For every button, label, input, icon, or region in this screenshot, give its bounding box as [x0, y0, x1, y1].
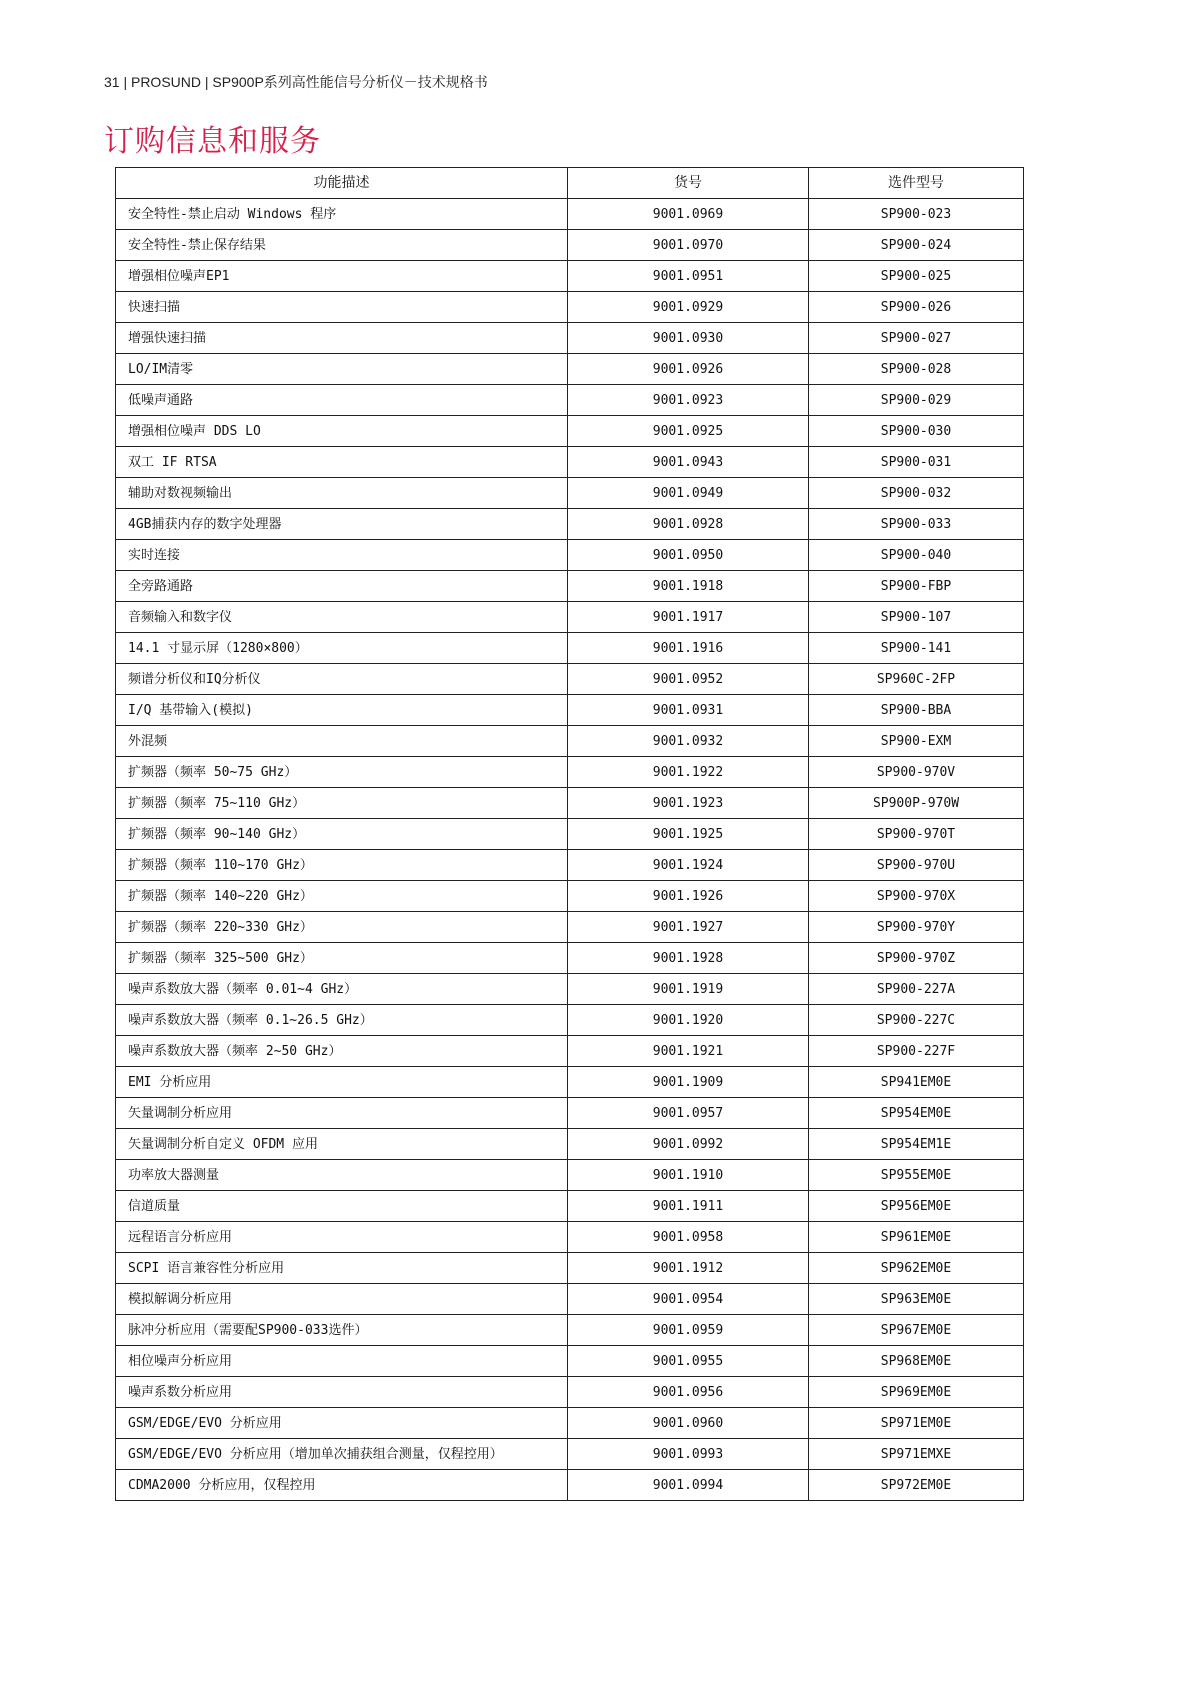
table-row	[116, 478, 1024, 509]
part-number-cell: 9001.1925	[568, 819, 809, 850]
option-model-cell: SP900-970Y	[809, 912, 1024, 943]
description-cell: 扩频器（频率 110~170 GHz）	[116, 850, 568, 881]
table-row	[116, 819, 1024, 850]
table-row	[116, 1377, 1024, 1408]
part-number-cell: 9001.1924	[568, 850, 809, 881]
description-cell: 全旁路通路	[116, 571, 568, 602]
part-number-cell: 9001.0958	[568, 1222, 809, 1253]
column-header-option-model: 选件型号	[809, 168, 1024, 199]
column-header-part-number: 货号	[568, 168, 809, 199]
description-cell: 4GB捕获内存的数字处理器	[116, 509, 568, 540]
description-cell: 扩频器（频率 140~220 GHz）	[116, 881, 568, 912]
option-model-cell: SP954EM1E	[809, 1129, 1024, 1160]
option-model-cell: SP900-970Z	[809, 943, 1024, 974]
option-model-cell: SP971EMXE	[809, 1439, 1024, 1470]
option-model-cell: SP900-227F	[809, 1036, 1024, 1067]
table-row	[116, 881, 1024, 912]
option-model-cell: SP963EM0E	[809, 1284, 1024, 1315]
table-row	[116, 416, 1024, 447]
option-model-cell: SP900-EXM	[809, 726, 1024, 757]
part-number-cell: 9001.1923	[568, 788, 809, 819]
table-row	[116, 1346, 1024, 1377]
description-cell: 14.1 寸显示屏（1280×800）	[116, 633, 568, 664]
table-row	[116, 509, 1024, 540]
description-cell: 噪声系数放大器（频率 2~50 GHz）	[116, 1036, 568, 1067]
option-model-cell: SP962EM0E	[809, 1253, 1024, 1284]
description-cell: 模拟解调分析应用	[116, 1284, 568, 1315]
part-number-cell: 9001.0928	[568, 509, 809, 540]
table-row	[116, 385, 1024, 416]
part-number-cell: 9001.0926	[568, 354, 809, 385]
part-number-cell: 9001.1912	[568, 1253, 809, 1284]
description-cell: 脉冲分析应用（需要配SP900-033选件）	[116, 1315, 568, 1346]
table-row	[116, 1098, 1024, 1129]
option-model-cell: SP941EM0E	[809, 1067, 1024, 1098]
table-row	[116, 1067, 1024, 1098]
part-number-cell: 9001.1911	[568, 1191, 809, 1222]
part-number-cell: 9001.0969	[568, 199, 809, 230]
part-number-cell: 9001.1917	[568, 602, 809, 633]
option-model-cell: SP900-029	[809, 385, 1024, 416]
table-row	[116, 912, 1024, 943]
part-number-cell: 9001.1920	[568, 1005, 809, 1036]
description-cell: 音频输入和数字仪	[116, 602, 568, 633]
option-model-cell: SP900-970U	[809, 850, 1024, 881]
part-number-cell: 9001.0950	[568, 540, 809, 571]
description-cell: I/Q 基带输入(模拟)	[116, 695, 568, 726]
part-number-cell: 9001.0992	[568, 1129, 809, 1160]
table-row	[116, 633, 1024, 664]
table-row	[116, 1439, 1024, 1470]
table-row	[116, 1253, 1024, 1284]
option-model-cell: SP972EM0E	[809, 1470, 1024, 1501]
table-row	[116, 354, 1024, 385]
table-row	[116, 1284, 1024, 1315]
table-row	[116, 695, 1024, 726]
description-cell: SCPI 语言兼容性分析应用	[116, 1253, 568, 1284]
part-number-cell: 9001.0954	[568, 1284, 809, 1315]
option-model-cell: SP900-031	[809, 447, 1024, 478]
table-row	[116, 664, 1024, 695]
table-row	[116, 943, 1024, 974]
table-row	[116, 230, 1024, 261]
part-number-cell: 9001.1927	[568, 912, 809, 943]
description-cell: 安全特性-禁止启动 Windows 程序	[116, 199, 568, 230]
table-row	[116, 726, 1024, 757]
option-model-cell: SP900-141	[809, 633, 1024, 664]
part-number-cell: 9001.1922	[568, 757, 809, 788]
part-number-cell: 9001.1928	[568, 943, 809, 974]
description-cell: CDMA2000 分析应用，仅程控用	[116, 1470, 568, 1501]
table-row	[116, 850, 1024, 881]
option-model-cell: SP900P-970W	[809, 788, 1024, 819]
part-number-cell: 9001.0956	[568, 1377, 809, 1408]
part-number-cell: 9001.0970	[568, 230, 809, 261]
description-cell: 实时连接	[116, 540, 568, 571]
part-number-cell: 9001.1926	[568, 881, 809, 912]
part-number-cell: 9001.0925	[568, 416, 809, 447]
part-number-cell: 9001.0993	[568, 1439, 809, 1470]
table-row	[116, 261, 1024, 292]
table-row	[116, 540, 1024, 571]
option-model-cell: SP900-227A	[809, 974, 1024, 1005]
option-model-cell: SP900-970X	[809, 881, 1024, 912]
part-number-cell: 9001.0949	[568, 478, 809, 509]
option-model-cell: SP956EM0E	[809, 1191, 1024, 1222]
part-number-cell: 9001.0931	[568, 695, 809, 726]
part-number-cell: 9001.1909	[568, 1067, 809, 1098]
option-model-cell: SP969EM0E	[809, 1377, 1024, 1408]
option-model-cell: SP900-028	[809, 354, 1024, 385]
part-number-cell: 9001.0932	[568, 726, 809, 757]
part-number-cell: 9001.0952	[568, 664, 809, 695]
part-number-cell: 9001.0929	[568, 292, 809, 323]
option-model-cell: SP967EM0E	[809, 1315, 1024, 1346]
description-cell: 辅助对数视频输出	[116, 478, 568, 509]
part-number-cell: 9001.0957	[568, 1098, 809, 1129]
part-number-cell: 9001.1918	[568, 571, 809, 602]
table-row	[116, 1408, 1024, 1439]
option-model-cell: SP960C-2FP	[809, 664, 1024, 695]
part-number-cell: 9001.0960	[568, 1408, 809, 1439]
option-model-cell: SP900-227C	[809, 1005, 1024, 1036]
table-row	[116, 1036, 1024, 1067]
part-number-cell: 9001.0994	[568, 1470, 809, 1501]
option-model-cell: SP971EM0E	[809, 1408, 1024, 1439]
option-model-cell: SP900-025	[809, 261, 1024, 292]
table-body	[116, 199, 1024, 1501]
table-row	[116, 292, 1024, 323]
part-number-cell: 9001.0951	[568, 261, 809, 292]
table-row	[116, 1315, 1024, 1346]
option-model-cell: SP900-970T	[809, 819, 1024, 850]
description-cell: 噪声系数分析应用	[116, 1377, 568, 1408]
description-cell: 外混频	[116, 726, 568, 757]
description-cell: EMI 分析应用	[116, 1067, 568, 1098]
description-cell: 矢量调制分析应用	[116, 1098, 568, 1129]
description-cell: GSM/EDGE/EVO 分析应用	[116, 1408, 568, 1439]
description-cell: 安全特性-禁止保存结果	[116, 230, 568, 261]
part-number-cell: 9001.1921	[568, 1036, 809, 1067]
option-model-cell: SP900-970V	[809, 757, 1024, 788]
column-header-description: 功能描述	[116, 168, 568, 199]
table-row	[116, 602, 1024, 633]
option-model-cell: SP900-107	[809, 602, 1024, 633]
description-cell: 扩频器（频率 50~75 GHz）	[116, 757, 568, 788]
description-cell: 扩频器（频率 90~140 GHz）	[116, 819, 568, 850]
table-row	[116, 788, 1024, 819]
option-model-cell: SP955EM0E	[809, 1160, 1024, 1191]
description-cell: 增强相位噪声EP1	[116, 261, 568, 292]
part-number-cell: 9001.0923	[568, 385, 809, 416]
option-model-cell: SP900-030	[809, 416, 1024, 447]
option-model-cell: SP900-033	[809, 509, 1024, 540]
table-row	[116, 1191, 1024, 1222]
option-model-cell: SP900-032	[809, 478, 1024, 509]
option-model-cell: SP900-023	[809, 199, 1024, 230]
table-header-row	[116, 168, 1024, 199]
description-cell: 噪声系数放大器（频率 0.01~4 GHz）	[116, 974, 568, 1005]
description-cell: 扩频器（频率 220~330 GHz）	[116, 912, 568, 943]
description-cell: 扩频器（频率 325~500 GHz）	[116, 943, 568, 974]
description-cell: 扩频器（频率 75~110 GHz）	[116, 788, 568, 819]
description-cell: 远程语言分析应用	[116, 1222, 568, 1253]
part-number-cell: 9001.1919	[568, 974, 809, 1005]
part-number-cell: 9001.1916	[568, 633, 809, 664]
description-cell: GSM/EDGE/EVO 分析应用（增加单次捕获组合测量，仅程控用）	[116, 1439, 568, 1470]
table-row	[116, 323, 1024, 354]
option-model-cell: SP900-BBA	[809, 695, 1024, 726]
part-number-cell: 9001.1910	[568, 1160, 809, 1191]
option-model-cell: SP968EM0E	[809, 1346, 1024, 1377]
table-row	[116, 1129, 1024, 1160]
option-model-cell: SP900-027	[809, 323, 1024, 354]
section-title: 订购信息和服务	[104, 124, 321, 159]
ordering-table	[115, 167, 1024, 1501]
table-row	[116, 1005, 1024, 1036]
table-row	[116, 199, 1024, 230]
table-row	[116, 1160, 1024, 1191]
description-cell: 快速扫描	[116, 292, 568, 323]
description-cell: 低噪声通路	[116, 385, 568, 416]
page-header: 31 | PROSUND | SP900P系列高性能信号分析仪－技术规格书	[104, 74, 488, 90]
option-model-cell: SP900-040	[809, 540, 1024, 571]
table-row	[116, 1470, 1024, 1501]
part-number-cell: 9001.0930	[568, 323, 809, 354]
option-model-cell: SP900-024	[809, 230, 1024, 261]
table-row	[116, 571, 1024, 602]
description-cell: 相位噪声分析应用	[116, 1346, 568, 1377]
description-cell: 频谱分析仪和IQ分析仪	[116, 664, 568, 695]
description-cell: 噪声系数放大器（频率 0.1~26.5 GHz）	[116, 1005, 568, 1036]
table-row	[116, 1222, 1024, 1253]
option-model-cell: SP961EM0E	[809, 1222, 1024, 1253]
description-cell: LO/IM清零	[116, 354, 568, 385]
table-row	[116, 757, 1024, 788]
description-cell: 矢量调制分析自定义 OFDM 应用	[116, 1129, 568, 1160]
part-number-cell: 9001.0943	[568, 447, 809, 478]
option-model-cell: SP900-026	[809, 292, 1024, 323]
description-cell: 增强相位噪声 DDS LO	[116, 416, 568, 447]
option-model-cell: SP954EM0E	[809, 1098, 1024, 1129]
part-number-cell: 9001.0959	[568, 1315, 809, 1346]
description-cell: 增强快速扫描	[116, 323, 568, 354]
description-cell: 信道质量	[116, 1191, 568, 1222]
option-model-cell: SP900-FBP	[809, 571, 1024, 602]
part-number-cell: 9001.0955	[568, 1346, 809, 1377]
table-row	[116, 447, 1024, 478]
description-cell: 双工 IF RTSA	[116, 447, 568, 478]
description-cell: 功率放大器测量	[116, 1160, 568, 1191]
table-row	[116, 974, 1024, 1005]
